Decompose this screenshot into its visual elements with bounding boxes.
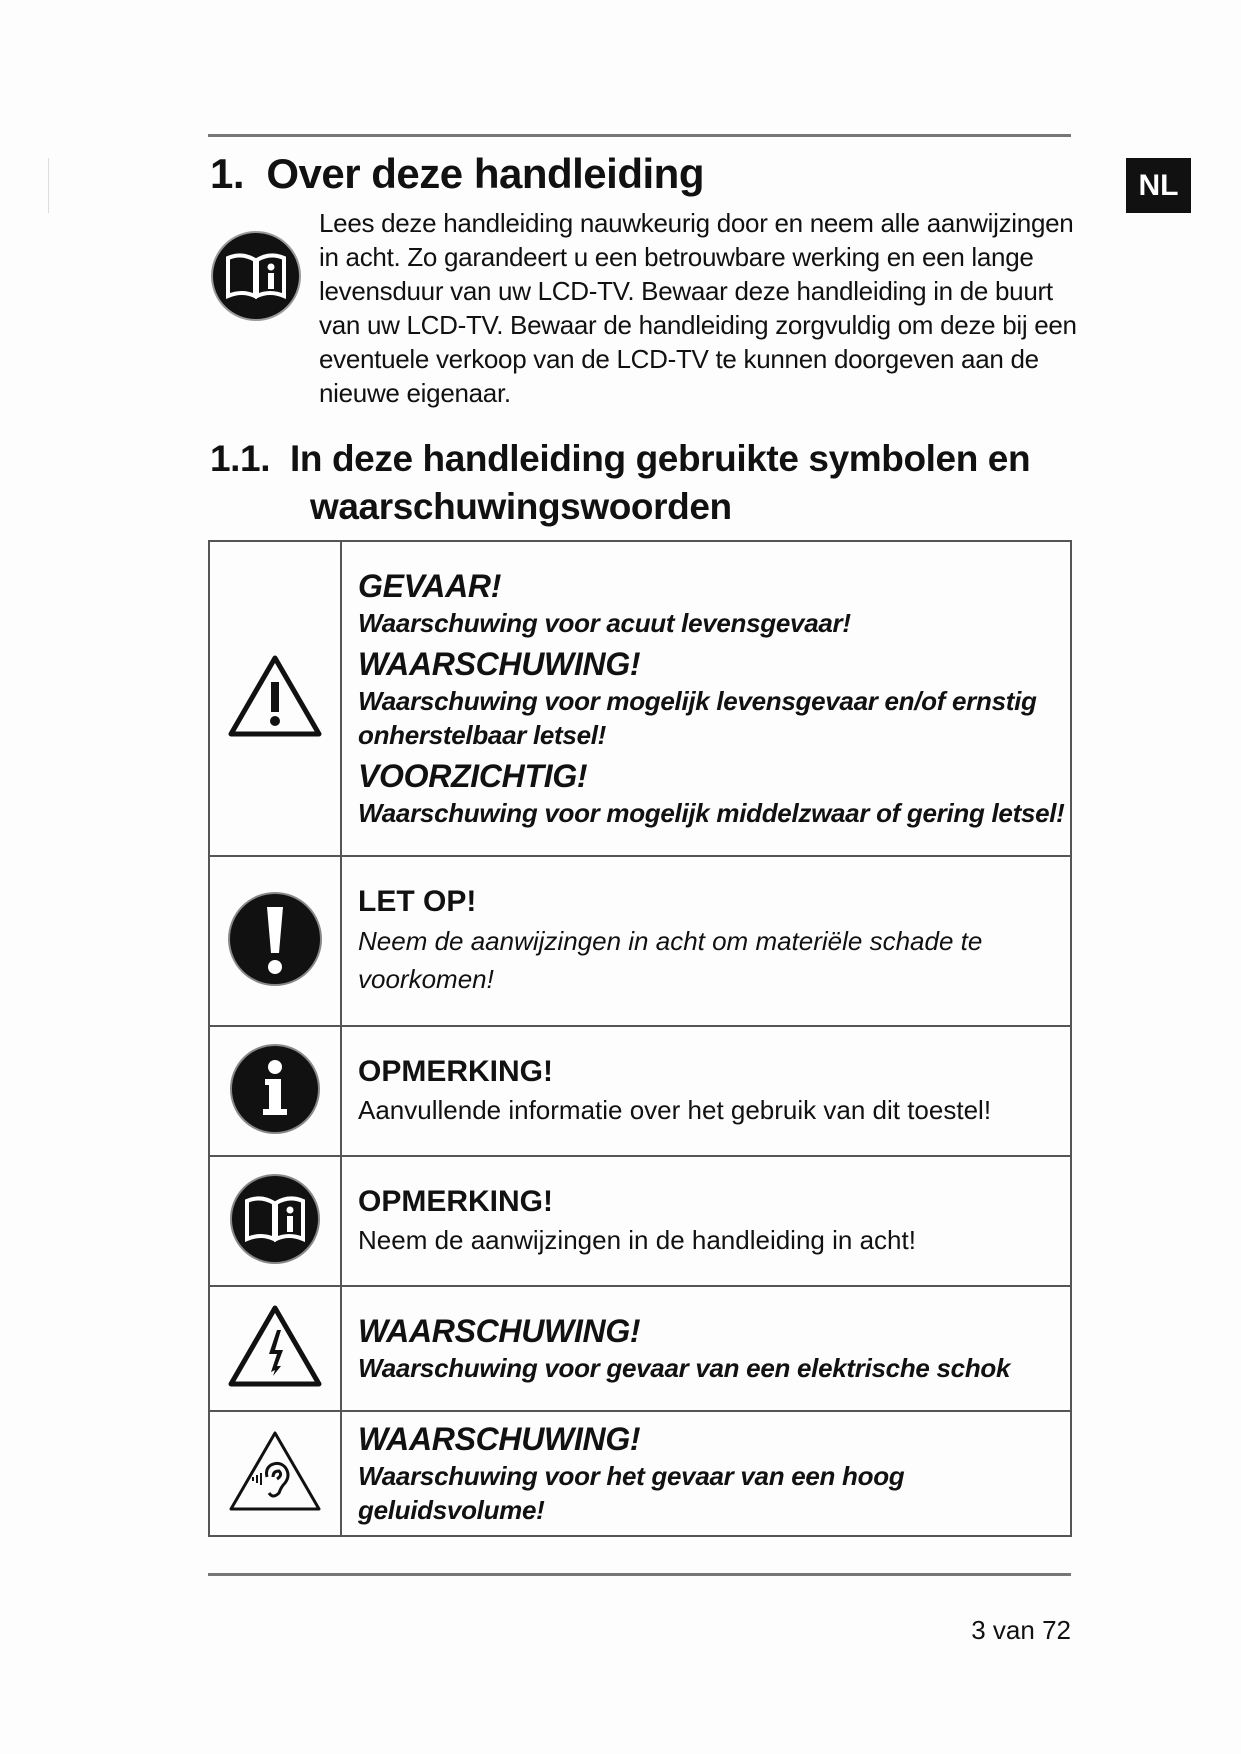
text-cell [341, 1411, 1071, 1536]
electric-shock-icon [227, 1304, 323, 1388]
bottom-rule [208, 1573, 1071, 1576]
icon-cell [209, 1156, 341, 1286]
signal-description: Neem de aanwijzingen in acht om materiële schade te voorkomen! [358, 926, 983, 994]
manual-info-icon [229, 1173, 321, 1265]
section-title [210, 150, 704, 198]
text-cell [341, 1286, 1071, 1411]
subsection-title-line2: waarschuwingswoorden [310, 486, 732, 527]
signal-word: WAARSCHUWING! [358, 1420, 641, 1457]
icon-cell [209, 856, 341, 1026]
signal-word: WAARSCHUWING! [358, 1312, 641, 1349]
symbols-table [208, 540, 1072, 1537]
icon-cell [209, 1411, 341, 1536]
table-row [209, 1411, 1071, 1536]
icon-cell [209, 541, 341, 856]
hearing-hazard-icon [227, 1429, 323, 1513]
warning-triangle-icon [227, 654, 323, 738]
table-row [209, 1286, 1071, 1411]
table-row [209, 1156, 1071, 1286]
info-circle-icon [229, 1043, 321, 1135]
signal-description: Waarschuwing voor het gevaar van een hoog geluidsvolume! [358, 1460, 905, 1525]
section-number: 1. [210, 150, 245, 197]
text-cell [341, 541, 1071, 856]
signal-word: VOORZICHTIG! [358, 757, 588, 794]
signal-word: OPMERKING! [358, 1185, 553, 1218]
text-cell [341, 1026, 1071, 1156]
exclamation-circle-icon [227, 891, 323, 987]
signal-description: Neem de aanwijzingen in de handleiding in acht! [358, 1225, 916, 1255]
text-cell [341, 1156, 1071, 1286]
signal-description: Aanvullende informatie over het gebruik van dit toestel! [358, 1095, 992, 1125]
icon-cell [209, 1026, 341, 1156]
signal-word: WAARSCHUWING! [358, 645, 641, 682]
margin-mark [48, 158, 49, 213]
subsection-title [210, 435, 1030, 531]
signal-word: GEVAAR! [358, 567, 502, 604]
table-row [209, 856, 1071, 1026]
table-row [209, 1026, 1071, 1156]
intro-paragraph: Lees deze handleiding nauwkeurig door en neem alle aanwijzingen in acht. Zo garandeert u een betrouwbare werking en een lange levensduur van uw LCD-TV. Bewaar deze handleiding in de buurt van uw LCD-TV. Bewaar de handleiding zorgvuldig om deze bij een eventuele verkoop van de LCD-TV te kunnen doorgeven aan de nieuwe eigenaar. [319, 208, 1077, 408]
language-tab: NL [1126, 158, 1191, 213]
subsection-title-line1: In deze handleiding gebruikte symbolen en [290, 438, 1031, 479]
signal-description: Waarschuwing voor acuut levensgevaar! [358, 607, 851, 638]
signal-description: Waarschuwing voor mogelijk middelzwaar of gering letsel! [358, 797, 1065, 828]
text-cell [341, 856, 1071, 1026]
signal-word: OPMERKING! [358, 1055, 553, 1088]
signal-description: Waarschuwing voor mogelijk levensgevaar en/of ernstig onherstelbaar letsel! [358, 685, 1037, 750]
signal-description: Waarschuwing voor gevaar van een elektrische schok [358, 1352, 1011, 1383]
page-number: 3 van 72 [971, 1615, 1071, 1645]
table-row [209, 541, 1071, 856]
icon-cell [209, 1286, 341, 1411]
signal-word: LET OP! [358, 885, 477, 918]
top-rule [208, 134, 1071, 137]
subsection-number: 1.1. [210, 438, 271, 479]
section-title-text: Over deze handleiding [266, 150, 704, 197]
manual-info-icon [210, 230, 302, 322]
